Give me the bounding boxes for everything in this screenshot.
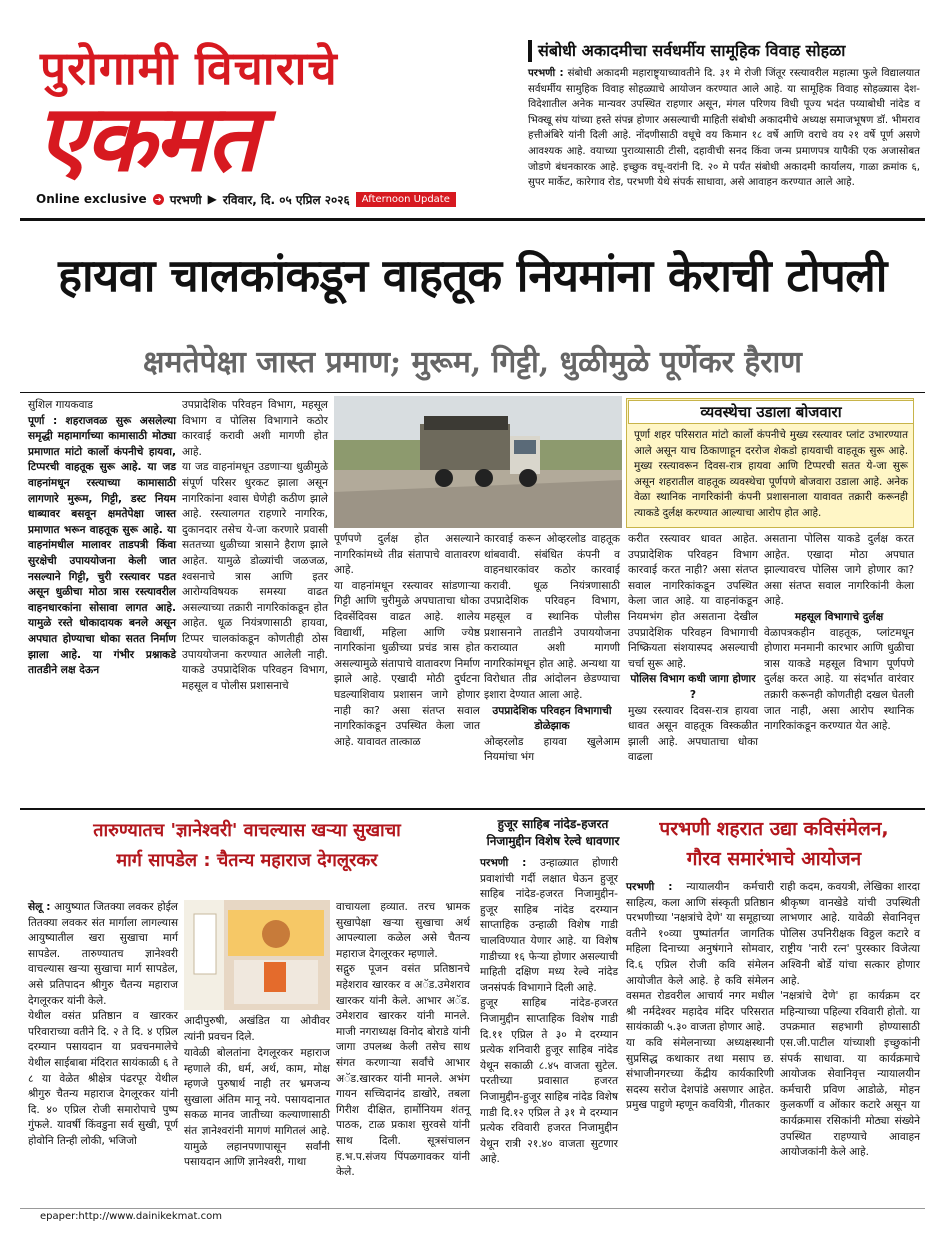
story2-title-line2: मार्ग सापडेल : चैतन्य महाराज देगलूरकर — [116, 850, 378, 871]
main-col-5 — [628, 532, 758, 766]
story4-title-line1: परभणी शहरात उद्या कविसंमेलन, — [659, 818, 889, 840]
story3-title-line2: निजामुद्दीन विशेष रेल्वे धावणार — [486, 834, 620, 848]
story2-title — [22, 816, 472, 876]
story4-title — [626, 814, 922, 874]
story3-dateline: परभणी : — [480, 857, 527, 869]
main-col-1 — [28, 398, 176, 679]
main-headline: हायवा चालकांकडून वाहतूक नियमांना केराची टोपली — [58, 249, 887, 302]
truck-photo — [334, 396, 622, 528]
footer-rule — [20, 1208, 925, 1209]
event-photo — [184, 900, 330, 1010]
story3-title-line1: हुजूर साहिब नांदेड-हजरत — [497, 817, 609, 831]
main-col-5-text: करीत रस्त्यावर धावत आहेत. उपप्रादेशिक परिवहन विभाग कारवाई करत नाही? असा संतप्त सवाल नागरिकांकडून उपस्थित केला जात आहे. या वाहनांकडून नियमभंग होत असताना देखील उपप्रादेशिक परिवहन विभागाची निष्क्रियता संशयास्पद असल्याची चर्चा सुरू आहे. — [628, 533, 758, 670]
subhead-rule — [20, 392, 925, 393]
story2-title-line1: तारुण्यातच 'ज्ञानेश्वरी' वाचल्यास खऱ्या सुखाचा — [93, 820, 401, 841]
arrow-icon: ➜ — [153, 194, 164, 205]
story4-col-1-text: न्यायालयीन कर्मचारी साहित्य, कला आणि संस्कृती प्रतिष्ठान परभणीच्या 'नक्षत्रांचे देणे' या समूहाच्या वतीने १०व्या पुष्पांतर्गत जागतिक महिला दिनाच्या अनुषंगाने सोमवार, दि.६ एप्रिल रोजी कवि संमेलन आयोजीत केले आहे. हे कवि संमेलन वसमत रोडवरील आचार्य नगर मधील श्री नर्मदेश्वर महादेव मंदिर परिसरात सायंकाळी ५.३० वाजता होणार आहे. या कवि संमेलनाच्या अध्यक्षस्थानी सुप्रसिद्ध कथाकार तथा मसाप छ. संभाजीनगरच्या केंद्रीय कार्यकारिणी सदस्य सरोज देशपांडे असणार आहेत. प्रमुख पाहुणे म्हणून कवयित्री, गीतकार — [626, 881, 774, 1112]
right-story-dateline: परभणी : — [528, 68, 564, 79]
main-col-6-tail: वेळापत्रकहीन वाहतूक, प्लांटमधून होणारा मनमानी कारभार आणि धुळीचा त्रास याकडे महसूल विभाग पूर्णपणे दुर्लक्ष करत आहे. या संदर्भात वारंवार तक्रारी करूनही कोणतीही दखल घेतली जात नाही, असा आरोप स्थानिक नागरिकांकडून करण्यात येत आहे. — [764, 626, 914, 733]
main-col-6 — [764, 532, 914, 735]
highlight-box-title: व्यवस्थेचा उडाला बोजवारा — [628, 400, 914, 424]
main-col-2: उपप्रादेशिक परिवहन विभाग, महसूल विभाग व पोलिस विभागाने कठोर कारवाई करावी अशी मागणी होत आहे. या जड वाहनांमधून उडणाऱ्या धुळीमुळे संपूर्ण परिसर धुरकट झाला असून नागरिकांना श्वास घेणेही कठीण झाले आहे. रस्त्यालगत राहणारे नागरिक, दुकानदार तसेच ये-जा करणारे प्रवासी सततच्या धुळीच्या त्रासाने हैराण झाले आहेत. यामुळे डोळ्यांची जळजळ, श्वसनाचे त्रास आणि इतर आरोग्यविषयक समस्या वाढत असल्याच्या तक्रारी नागरिकांकडून होत आहेत. धूळ नियंत्रणासाठी हायवा, टिप्पर चालकांकडून कोणतीही ठोस उपाययोजना करण्यात आलेली नाही. याकडे उपप्रादेशिक परिवहन विभाग, महसूल व पोलीस प्रशासनाचे — [182, 399, 328, 692]
story2-col-1 — [28, 900, 178, 1150]
main-col-5-tail: मुख्य रस्त्यावर दिवस-रात्र हायवा धावत असून वाहतूक विस्कळीत झाली आहे. अपघाताचा धोका वाढला — [628, 704, 758, 764]
byline: सुशिल गायकवाड — [28, 399, 93, 411]
story2-photo-caption: आदीपुरुषी, अखंडित या ओवीवर त्यांनी प्रवचन दिले. — [184, 1015, 330, 1043]
main-col-5-subhead: पोलिस विभाग कधी जागा होणार ? — [630, 673, 756, 701]
story2-col-1-text: आयुष्यात जितक्या लवकर होईल तितक्या लवकर संत मार्गाला लागल्यास आयुष्यातील खरा सुखाचा मार्ग सापडेल. तारुण्यातच ज्ञानेश्वरी वाचल्यास खऱ्या सुखाचा मार्ग सापडेल, असे प्रतिपादन श्रीगुरु चैतन्य महाराज देगलूरकर यांनी केले. येथील वसंत प्रतिष्ठान व खारकर परिवाराच्या वतीने दि. २ ते दि. ४ एप्रिल दरम्यान पसायदान या प्रवचनमालेचे येथील साईबाबा मंदिरात सायंकाळी ६ ते ८ या वेळेत श्रीक्षेत्र पंढरपूर येथील श्रीगुरु चैतन्य महाराज देगलूरकर यांनी दि. ४० एप्रिल रोजी समारोपाचे पुष्प गुंफले. यावर्षी किंवडुना सर्व सुखी, पूर्ण होवोनि तिन्ही लोकी, भजिजो — [28, 901, 178, 1147]
masthead-tagline: पुरोगामी विचाराचे — [40, 41, 338, 95]
story2-dateline: सेलू : — [28, 901, 51, 913]
main-col-6-text: असताना पोलिस याकडे दुर्लक्ष करत आहेत. एखादा मोठा अपघात झाल्यावरच पोलिस जागे होणार का? असा संतप्त सवाल नागरिकांनी केला आहे. — [764, 533, 914, 608]
edition-badge: Afternoon Update — [356, 192, 456, 207]
story2-col-2: यावेळी बोलतांना देगलूरकर महाराज म्हणाले की, धर्म, अर्थ, काम, मोक्ष म्हणजे पुरुषार्थ नाही तर भ्रमजन्य सुखाला अंतिम मानू नये. पसायदानात सकळ मानव जातीच्या कल्याणासाठी संत ज्ञानेश्वरांनी मागणं मागितलं आहे. यामुळे लहानपणापासून सर्वांनी पसायदान आणि ज्ञानेश्वरी, गाथा — [184, 1047, 330, 1169]
story2-col-3: वाचायला हव्यात. तरच भ्रामक सुखापेक्षा खऱ्या सुखाचा अर्थ आपल्याला कळेल असे चैतन्य महाराज देगलूरकर म्हणाले. सद्गुरु पूजन वसंत प्रतिष्ठानचे महेशराव खारकर व अॅड.उमेशराव खारकर यांनी केले. आभार अॅड. उमेशराव खारकर यांनी मानले. माजी नगराध्यक्ष विनोद बोराडे यांनी जागा उपलब्ध केली तसेच साथ संगत करणाऱ्या सर्वांचे आभार अॅड.खारकर यांनी मानले. अभंग गायन सच्चिदानंद डाखोरे, तबला गिरीश दीक्षित, हार्मोनियम शंतनू पाठक, टाळ प्रकाश सुरवसे यांनी साथ दिली. सूत्रसंचालन ह.भ.प.संजय पिंपळगावकर यांनी केले. — [336, 901, 470, 1179]
main-col-4-text: कारवाई करून ओव्हरलोड वाहतूक थांबवावी. संबंधित कंपनी व वाहनधारकांवर कठोर कारवाई करावी. धूळ नियंत्रणासाठी उपप्रादेशिक परिवहन विभाग, महसूल व स्थानिक पोलीस प्रशासनाने तातडीने उपाययोजना कराव्यात अशी मागणी नागरिकांमधून होत आहे. अन्यथा या विरोधात तीव्र आंदोलन छेडण्याचा इशारा देण्यात आला आहे. — [484, 533, 620, 701]
issue-date: रविवार, दि. ०५ एप्रिल २०२६ — [222, 192, 350, 207]
right-story-body — [528, 66, 920, 191]
highlight-box-text: पूर्णा शहर परिसरात मांटो कार्लो कंपनीचे मुख्य रस्त्यावर प्लांट उभारण्यात आले असून याच ठिकाणाहून दररोज शेकडो हायवाची वाहतूक सुरू आहे. मुख्य रस्त्यावरून दिवस-रात्र हायवा आणि टिप्परची सतत ये-जा सुरू असून शहरातील वाहतूक व्यवस्थेचा पूर्णपणे बोजवारा उडाला आहे. अनेक वेळा स्थानिक नागरिकांनी कंपनी प्रशासनाला यावावत तक्रारी करूनही त्याकडे दुर्लक्ष करण्यात आल्याचा आरोप होत आहे. — [634, 429, 908, 519]
main-col-1-text: शहराजवळ सुरू असलेल्या समृद्धी महामार्गाच्या कामासाठी मोठ्या प्रमाणात मांटो कार्लो कंपनीचे हायवा, टिप्परची वाहतूक सुरू आहे. या जड वाहनांमधून रस्त्याच्या कामासाठी लागणारे मुरूम, गिट्टी, डस्ट नियम धाब्यावर बसवून क्षमतेपेक्षा जास्त प्रमाणात भरून वाहतूक सुरू आहे. या वाहनांमधील मालावर ताडपत्री किंवा सुरक्षेची उपाययोजना केली जात नसल्याने गिट्टी, चुरी रस्त्यावर पडत असून धुळीचा मोठा त्रास रस्त्यावरील वाहनधारकांना सोसावा लागत आहे. यामुळे रस्ते धोकादायक बनले असून अपघात होण्याचा धोका सतत निर्माण झाला आहे. या गंभीर प्रश्नाकडे तातडीने लक्ष देऊन — [28, 414, 176, 677]
right-story-title: संबोधी अकादमीचा सर्वधर्मीय सामूहिक विवाह सोहळा — [528, 40, 928, 62]
main-col-4-subhead: उपप्रादेशिक परिवहन विभागाची डोळेझाक — [492, 704, 612, 733]
epaper-link[interactable]: epaper:http://www.dainikekmat.com — [40, 1211, 222, 1222]
section-rule — [20, 808, 925, 810]
masthead-logo: एकमत — [36, 84, 257, 192]
play-icon: ▶ — [207, 192, 217, 206]
story3-body-text: उन्हाळ्यात होणारी प्रवाशांची गर्दी लक्षात घेऊन हुजूर साहिब नांदेड-हजरत निजामुद्दीन-हुजूर साहिब नांदेड दरम्यान साप्ताहिक उन्हाळी विशेष गाडी चालविण्यात येणार आहे. या विशेष गाडीच्या १६ फेऱ्या होणार असल्याची माहिती दक्षिण मध्य रेल्वे नांदेड जनसंपर्क विभागाने दिली आहे. हुजूर साहिब नांदेड-हजरत निजामुद्दीन साप्ताहिक विशेष गाडी दि.११ एप्रिल ते ३० मे दरम्यान प्रत्येक शनिवारी हुजूर साहिब नांदेड येथून सकाळी ८.४५ वाजता सुटेल. परतीच्या प्रवासात हजरत निजामुद्दीन-हुजूर साहिब नांदेड विशेष गाडी दि.१२ एप्रिल ते ३१ मे दरम्यान प्रत्येक रविवारी हजरत निजामुद्दीन येथून रात्री २१.४० वाजता सुटणार आहे. — [480, 857, 619, 1166]
story4-col-2: राही कदम, कवयत्री, लेखिका शारदा श्रीकृष्ण वानखेडे यांची उपस्थिती लाभणार आहे. यावेळी सेवानिवृत्त पोलिस उपनिरीक्षक विठ्ठल कटारे व राष्ट्रीय 'नारी रत्न' पुरस्कार विजेत्या अश्विनी बोर्डे यांचा सत्कार होणार आहे. 'नक्षत्रांचे देणे' हा कार्यक्रम दर महिन्याच्या पहिल्या रविवारी होतो. या उपक्रमात सहभागी होण्यासाठी एस.जी.पाटील यांच्याशी इच्छुकांनी संपर्क साधावा. या कार्यक्रमाचे आयोजक सेवानिवृत्त न्यायालयीन कर्मचारी प्रविण आडोळे, मोहन कुलकर्णी व ओंकार कटारे असून या कार्यक्रमास रसिकांनी मोठ्या संख्येने उपस्थित राहण्याचे आवाहन आयोजकांनी केले आहे. — [780, 881, 920, 1159]
main-col-6-subhead: महसूल विभागाचे दुर्लक्ष — [794, 610, 884, 623]
main-col-4-tail: ओव्हरलोड हायवा खुलेआम नियमांचा भंग — [484, 735, 620, 764]
dateline-bar — [36, 188, 506, 210]
story3-body — [480, 856, 618, 1168]
right-story-text: संबोधी अकादमी महाराष्ट्र्याच्यावतीने दि. ३१ मे रोजी जिंतूर रस्त्यावरील महात्मा फुले विद्यालयात सर्वधर्मीय सामुहिक विवाह सोहळ्याचे आयोजन करण्यात आले आहे. या सामूहिक विवाह सोहळ्यास देश-विदेशातील अनेक मान्यवर उपस्थित राहणार असून, मंगल परिणय विधी पूज्य भदंत पय्याबोधी नांदेड व भिक्खू संघ यांच्या हस्ते संपन्न होणार असल्याची माहिती संबोधी अकादमीचे अध्यक्ष समाजभूषण डॉ. भीमराव हत्तीअंबिरे यांनी दिली आहे. नोंदणीसाठी वधूचे वय किमान १८ वर्षे आणि वराचे वय २१ वर्षे पूर्ण असणे आवश्यक आहे. वयाच्या पुराव्यासाठी टीसी, दहावीची सनद किंवा जन्म प्रमाणपत्र यापैकी एक अजासोबत जोडणे बंधनकारक आहे. इच्छुक वधू-वरांनी दि. २० मे पर्यंत संबोधी अकादमी कार्यालय, गाळा क्रमांक ६, सुपर मार्केट, कारेगाव रोड, परभणी येथे संपर्क साधावा, असे आवाहन करण्यात आले आहे. — [528, 68, 920, 189]
city-label: परभणी — [169, 192, 202, 207]
story4-title-line2: गौरव समारंभाचे आयोजन — [686, 848, 862, 870]
main-col-3: पूर्णपणे दुर्लक्ष होत असल्याने नागरिकांमध्ये तीव्र संतापाचे वातावरण आहे. या वाहनांमधून रस्त्यावर सांडणाऱ्या गिट्टी आणि चुरीमुळे अपघाताचा धोका दिवसेंदिवस वाढत आहे. शालेय विद्यार्थी, महिला आणि ज्येष्ठ नागरिकांना धुळीच्या प्रचंड त्रास होत असल्यामुळे संतापाचे वातावरण निर्माण झाले आहे. एखादी मोठी दुर्घटना घडल्याशिवाय प्रशासन जागे होणार नाही का? असा संतप्त सवाल नागरिकांकडून उपस्थित केला जात आहे. यावावत तात्काळ — [334, 533, 480, 748]
story4-dateline: परभणी : — [626, 881, 673, 893]
main-subhead: क्षमतेपेक्षा जास्त प्रमाण; मुरूम, गिट्टी, धुळीमुळे पूर्णेकर हैराण — [143, 345, 802, 380]
main-col-4 — [484, 532, 620, 766]
story3-title — [478, 816, 628, 850]
online-label: Online exclusive — [36, 192, 147, 206]
main-dateline: पूर्णा : — [28, 414, 58, 427]
masthead-rule — [20, 218, 925, 221]
story4-col-1 — [626, 880, 774, 1114]
